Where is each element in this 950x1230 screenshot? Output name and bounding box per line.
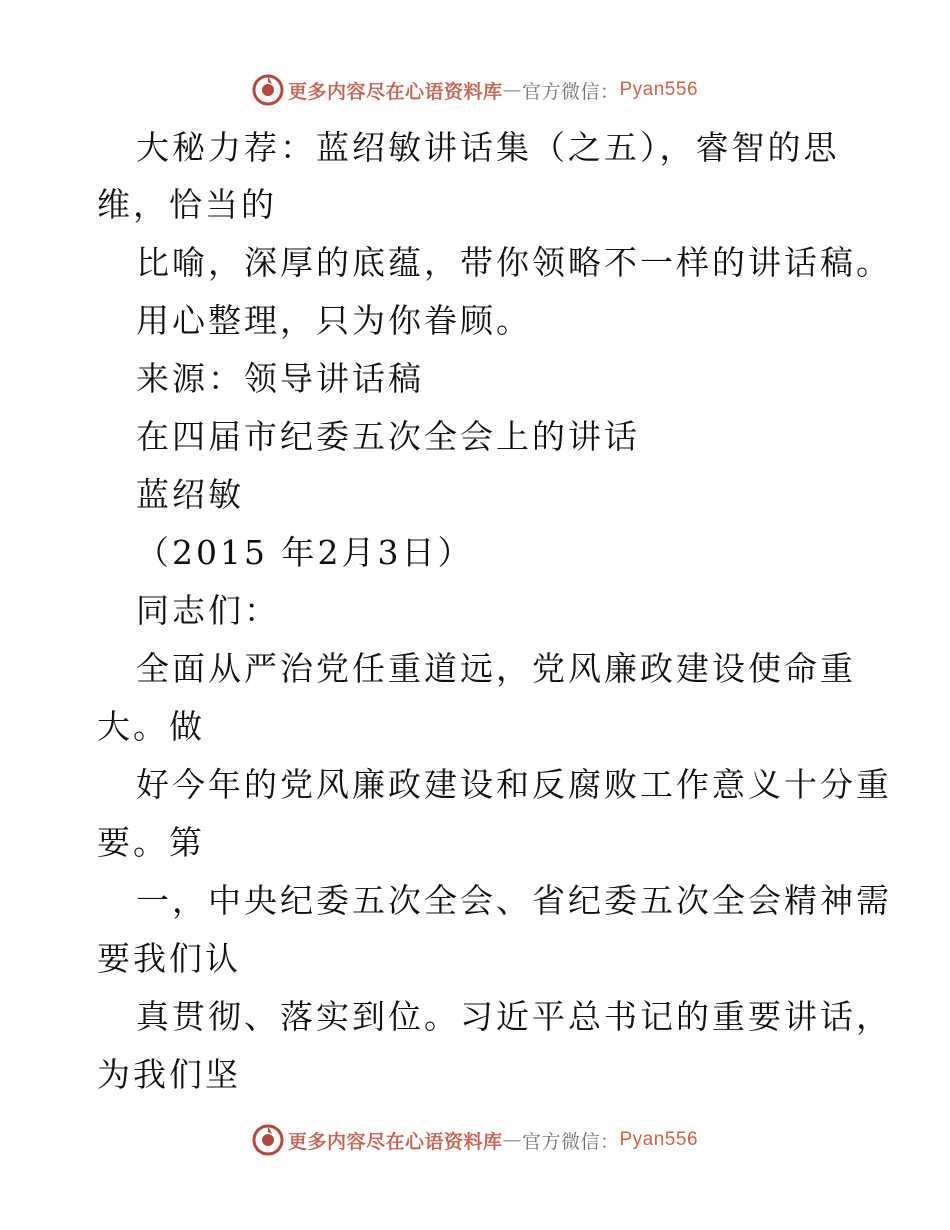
text-line: 来源：领导讲话稿 [136, 359, 424, 398]
watermark-dash: — [502, 79, 522, 101]
text-line: 比喻，深厚的底蕴，带你领略不一样的讲话稿。 [136, 243, 892, 282]
watermark-wechat-label: 官方微信： [521, 1130, 620, 1153]
watermark-dash: — [502, 1129, 522, 1151]
text-line: 维，恰当的 [97, 185, 277, 224]
salutation: 同志们： [136, 591, 280, 630]
watermark-text: 更多内容尽在心语资料库 [287, 80, 503, 103]
text-line: 真贯彻、落实到位。习近平总书记的重要讲话， [136, 997, 892, 1036]
watermark-wechat-label: 官方微信： [521, 80, 620, 103]
author-name: 蓝绍敏 [136, 475, 244, 514]
watermark-wechat-id: Pyan556 [619, 79, 699, 100]
brand-logo-icon [252, 74, 284, 106]
speech-date: （2015 年2月3日） [136, 533, 474, 572]
text-line: 全面从严治党任重道远，党风廉政建设使命重 [136, 649, 856, 688]
watermark-text: 更多内容尽在心语资料库 [287, 1130, 503, 1153]
brand-logo-icon [252, 1124, 284, 1156]
text-line: 要我们认 [97, 939, 241, 978]
text-line: 大秘力荐：蓝绍敏讲话集（之五），睿智的思 [136, 128, 840, 167]
text-line: 一，中央纪委五次全会、省纪委五次全会精神需 [136, 881, 892, 920]
text-line: 用心整理，只为你眷顾。 [136, 301, 532, 340]
watermark-wechat-id: Pyan556 [619, 1129, 699, 1150]
footer-watermark [0, 1123, 950, 1157]
text-line: 在四届市纪委五次全会上的讲话 [136, 417, 640, 456]
text-line: 好今年的党风廉政建设和反腐败工作意义十分重 [136, 765, 892, 804]
text-line: 大。做 [97, 707, 205, 746]
header-watermark [0, 73, 950, 107]
text-line: 为我们坚 [97, 1055, 241, 1094]
text-line: 要。第 [97, 823, 205, 862]
